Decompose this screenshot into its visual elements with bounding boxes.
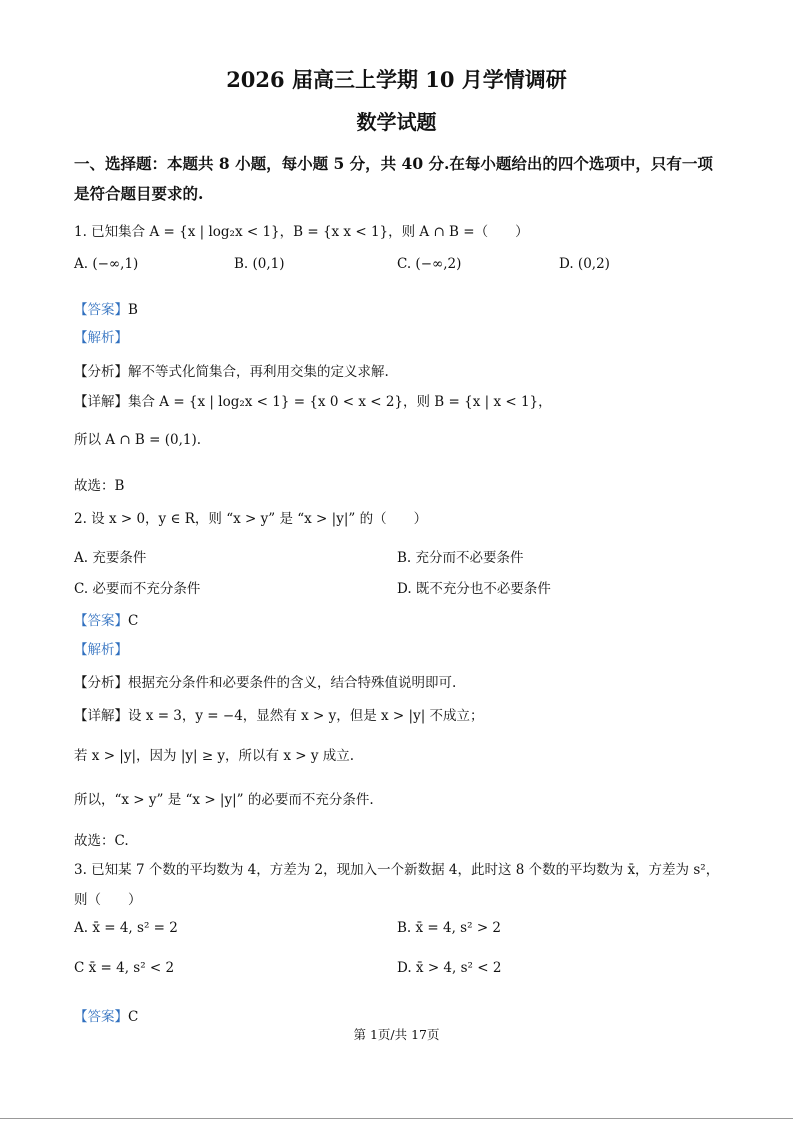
q3-option-d: D. x̄ > 4, s² < 2 — [397, 960, 502, 976]
q2-answer-tag: 【答案】 — [74, 613, 128, 629]
q3-stem-line2: 则（ ） — [74, 892, 142, 908]
q2-option-d: D. 既不充分也不必要条件 — [397, 581, 551, 597]
bottom-divider — [0, 1118, 793, 1119]
q2-detail: 【详解】设 x = 3，y = −4，显然有 x > y，但是 x > |y| 不成立； — [74, 708, 484, 724]
q1-stem: 1. 已知集合 A = {x | log₂x < 1}，B = {x x < 1}，则 A ∩ B =（ ） — [74, 224, 529, 240]
q1-option-b: B. (0,1) — [234, 256, 285, 272]
q1-conclusion: 所以 A ∩ B = (0,1). — [74, 432, 202, 448]
q2-line2: 若 x > |y|，因为 |y| ≥ y，所以有 x > y 成立. — [74, 748, 355, 764]
q1-choose: 故选：B — [74, 478, 125, 494]
q3-option-a: A. x̄ = 4, s² = 2 — [74, 920, 178, 936]
q1-option-c: C. (−∞,2) — [397, 256, 462, 272]
q1-detail: 【详解】集合 A = {x | log₂x < 1} = {x 0 < x < 2}，则 B = {x | x < 1}， — [74, 394, 552, 410]
q3-option-b: B. x̄ = 4, s² > 2 — [397, 920, 502, 936]
q2-fenxi: 【分析】根据充分条件和必要条件的含义，结合特殊值说明即可. — [74, 675, 457, 691]
q2-answer: C — [128, 613, 139, 629]
section-heading-line1: 一、选择题：本题共 8 小题，每小题 5 分，共 40 分.在每小题给出的四个选项中，只有一项 — [74, 154, 713, 173]
q1-answer-tag: 【答案】 — [74, 302, 128, 318]
exam-subtitle: 数学试题 — [356, 110, 437, 134]
q1-option-d: D. (0,2) — [559, 256, 610, 272]
q3-answer-row — [74, 1005, 138, 1025]
q2-option-b: B. 充分而不必要条件 — [397, 550, 524, 566]
exam-title: 2026 届高三上学期 10 月学情调研 — [226, 67, 567, 92]
q2-option-c: C. 必要而不充分条件 — [74, 581, 201, 597]
page-number: 第 1页/共 17页 — [353, 1027, 440, 1042]
section-heading-line2: 是符合题目要求的. — [74, 184, 204, 203]
q1-option-a: A. (−∞,1) — [74, 256, 139, 272]
q3-answer-tag: 【答案】 — [74, 1009, 128, 1025]
q3-option-c: C x̄ = 4, s² < 2 — [74, 960, 175, 976]
q1-analysis-tag: 【解析】 — [74, 330, 128, 346]
q3-stem-line1: 3. 已知某 7 个数的平均数为 4，方差为 2，现加入一个新数据 4，此时这 8 个数的平均数为 x̄，方差为 s²， — [74, 862, 720, 878]
q2-answer-row — [74, 609, 138, 629]
q2-line3: 所以，“x > y” 是 “x > |y|” 的必要而不充分条件. — [74, 792, 374, 808]
q1-answer: B — [128, 302, 138, 318]
q2-option-a: A. 充要条件 — [74, 550, 147, 566]
q1-fenxi: 【分析】解不等式化简集合，再利用交集的定义求解. — [74, 364, 389, 380]
q2-stem: 2. 设 x > 0，y ∈ R，则 “x > y” 是 “x > |y|” 的（ ） — [74, 511, 428, 527]
q3-answer: C — [128, 1009, 139, 1025]
q2-analysis-tag: 【解析】 — [74, 642, 128, 658]
q2-choose: 故选：C. — [74, 833, 129, 849]
q1-answer-row — [74, 298, 138, 318]
